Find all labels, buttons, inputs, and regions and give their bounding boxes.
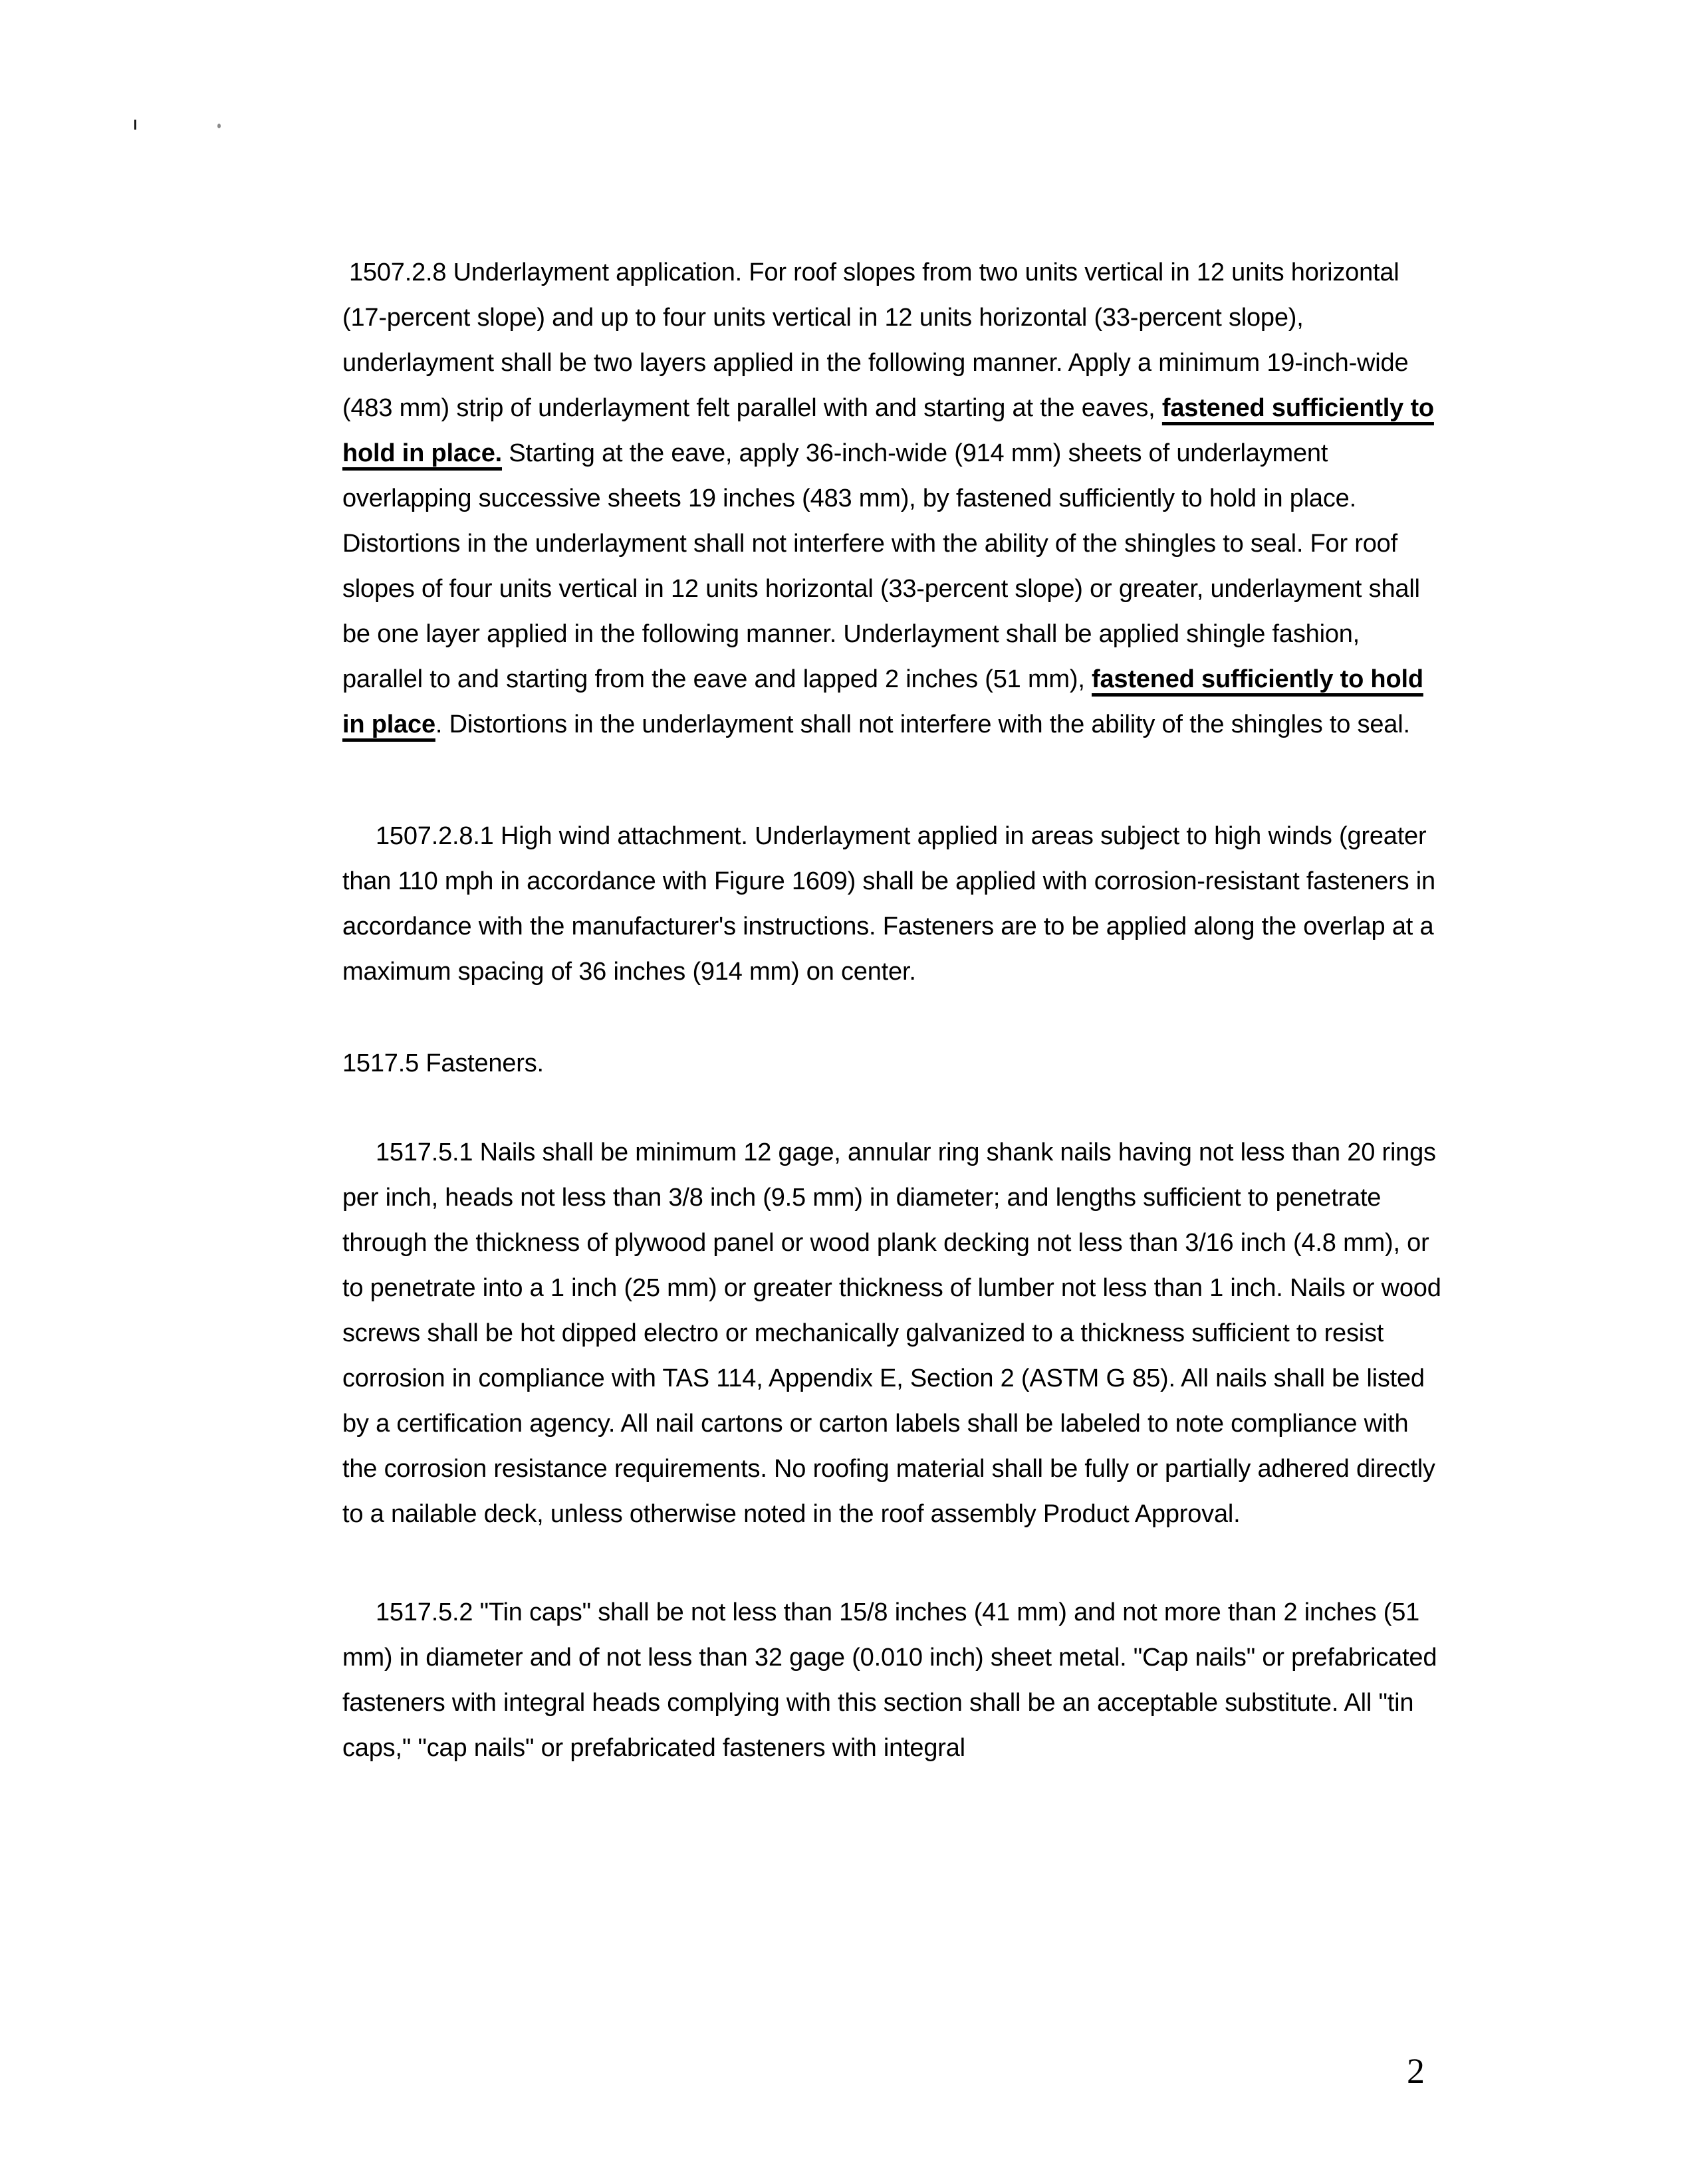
text-segment: Starting at the eave, apply 36-inch-wide (914 mm) sheets of underlayment overlapping successive sheets 19 inches (483 mm), by fastened sufficiently to hold in place. Distortions in the underlayment shall not interfere with the ability of the shingles to seal. For roof slopes of four units vertical in 12 units horizontal (33-percent slope) or greater, underlayment shall be one layer applied in the following manner. Underlayment shall be applied shingle fashion, parallel to and starting from the eave and lapped 2 inches (51 mm), [342,439,1420,693]
page-number: 2 [1407,2051,1425,2091]
text-segment: fastened sufficiently to hold in place [342,665,1423,738]
text-segment: fastened sufficiently to hold in place. [342,394,1434,467]
text-segment: 1517.5.1 Nails shall be minimum 12 gage, annular ring shank nails having not less than 20 rings per inch, heads not less than 3/8 inch (9.5 mm) in diameter; and lengths sufficient to penetrate through the thickness of plywood panel or wood plank decking not less than 3/16 inch (4.8 mm), or to penetrate into a 1 inch (25 mm) or greater thickness of lumber not less than 1 inch. Nails or wood screws shall be hot dipped electro or mechanically galvanized to a thickness sufficient to resist corrosion in compliance with TAS 114, Appendix E, Section 2 (ASTM G 85). All nails shall be listed by a certification agency. All nail cartons or carton labels shall be labeled to note compliance with the corrosion resistance requirements. No roofing material shall be fully or partially adhered directly to a nailable deck, unless otherwise noted in the roof assembly Product Approval. [342,1139,1441,1528]
section-1507-2-8-1 [342,814,1443,994]
text-segment: 1507.2.8 Underlayment application. For roof slopes from two units vertical in 12 units horizontal (17-percent slope) and up to four units vertical in 12 units horizontal (33-percent slope), underlayment shall be two layers applied in the following manner. Apply a minimum 19-inch-wide (483 mm) strip of underlayment felt parallel with and starting at the eaves, [342,259,1409,422]
scan-artifact-1 [134,120,136,130]
text-segment: 1517.5.2 "Tin caps" shall be not less than 15/8 inches (41 mm) and not more than 2 inches (51 mm) in diameter and of not less than 32 gage (0.010 inch) sheet metal. "Cap nails" or prefabricated fasteners with integral heads complying with this section shall be an acceptable substitute. All "tin caps," "cap nails" or prefabricated fasteners with integral [342,1598,1437,1762]
document-body [342,250,1443,1771]
text-segment: . Distortions in the underlayment shall not interfere with the ability of the shingles to seal. [435,710,1410,738]
section-1517-5-heading [342,1041,1443,1086]
section-1517-5-1 [342,1130,1443,1537]
section-1507-2-8 [342,250,1443,747]
section-1517-5-2 [342,1590,1443,1771]
text-segment: 1517.5 Fasteners. [342,1049,544,1077]
scan-artifact-2 [217,124,221,128]
text-segment: 1507.2.8.1 High wind attachment. Underlayment applied in areas subject to high winds (greater than 110 mph in accordance with Figure 1609) shall be applied with corrosion-resistant fasteners in accordance with the manufacturer's instructions. Fasteners are to be applied along the overlap at a maximum spacing of 36 inches (914 mm) on center. [342,822,1435,986]
